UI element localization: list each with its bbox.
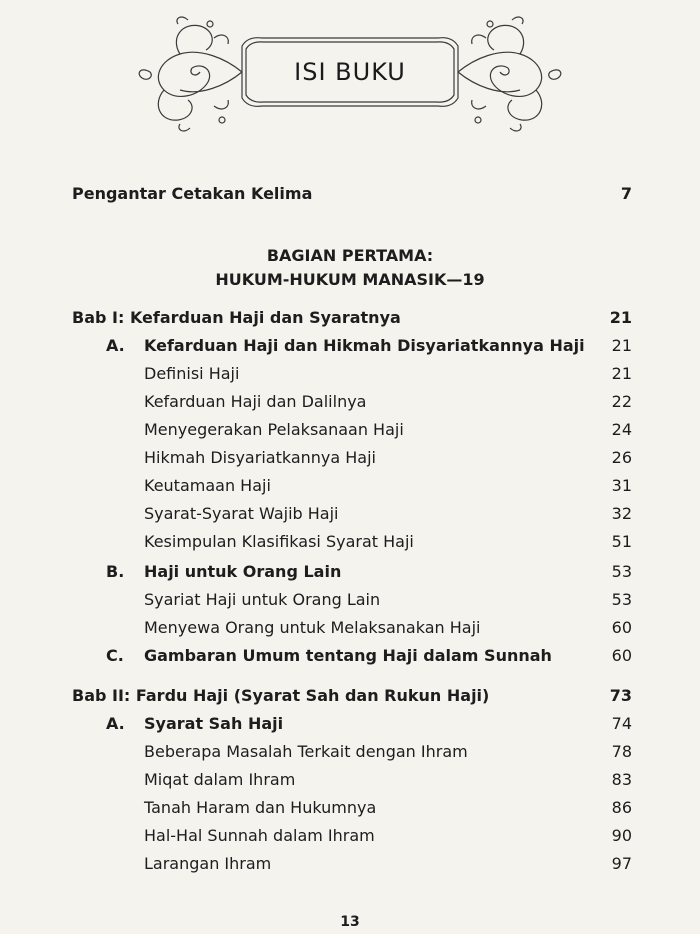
toc-item-page: 60 — [611, 618, 632, 637]
toc-section-marker: B. — [106, 562, 125, 581]
toc-item-page: 90 — [611, 826, 632, 845]
toc-item-label: Hal-Hal Sunnah dalam Ihram — [144, 826, 375, 845]
toc-entry-page: 7 — [620, 184, 632, 203]
toc-section-page: 60 — [611, 646, 632, 665]
toc-section-label: Kefarduan Haji dan Hikmah Disyariatkannya Haji — [144, 336, 585, 355]
toc-section-label: Gambaran Umum tentang Haji dalam Sunnah — [144, 646, 552, 665]
toc-item-page: 97 — [611, 854, 632, 873]
toc-chapter-bab1 — [0, 304, 700, 332]
toc-chapter-bab2 — [0, 682, 700, 710]
toc-item — [0, 614, 700, 642]
toc-section-marker: A. — [106, 336, 125, 355]
toc-entry-label: Pengantar Cetakan Kelima — [72, 184, 313, 203]
toc-item-page: 53 — [611, 590, 632, 609]
page-title: ISI BUKU — [294, 58, 406, 86]
toc-item-label: Beberapa Masalah Terkait dengan Ihram — [144, 742, 468, 761]
toc-section — [0, 642, 700, 670]
toc-section — [0, 558, 700, 586]
toc-item-page: 86 — [611, 798, 632, 817]
toc-item-label: Syarat-Syarat Wajib Haji — [144, 504, 339, 523]
toc-section-label: Syarat Sah Haji — [144, 714, 284, 733]
toc-item-label: Larangan Ihram — [144, 854, 272, 873]
toc-item-label: Kefarduan Haji dan Dalilnya — [144, 392, 367, 411]
toc-item-page: 21 — [611, 364, 632, 383]
toc-item-page: 78 — [611, 742, 632, 761]
toc-item-label: Menyewa Orang untuk Melaksanakan Haji — [144, 618, 481, 637]
toc-item-page: 31 — [611, 476, 632, 495]
toc-item-label: Miqat dalam Ihram — [144, 770, 296, 789]
toc-section — [0, 332, 700, 360]
toc-item-label: Hikmah Disyariatkannya Haji — [144, 448, 376, 467]
toc-item — [0, 738, 700, 766]
toc-item-page: 51 — [611, 532, 632, 551]
toc-section-page: 53 — [611, 562, 632, 581]
toc-item-page: 83 — [611, 770, 632, 789]
toc-item — [0, 850, 700, 878]
toc-section-marker: A. — [106, 714, 125, 733]
part-heading-line1: BAGIAN PERTAMA: — [266, 246, 434, 265]
toc-section-marker: C. — [106, 646, 124, 665]
toc-item-label: Syariat Haji untuk Orang Lain — [144, 590, 381, 609]
toc-section — [0, 710, 700, 738]
toc-chapter-label: Bab II: Fardu Haji (Syarat Sah dan Rukun Haji) — [72, 686, 490, 705]
part-heading-line2: HUKUM-HUKUM MANASIK—19 — [215, 270, 485, 289]
toc-item-label: Menyegerakan Pelaksanaan Haji — [144, 420, 404, 439]
toc-item — [0, 528, 700, 556]
page-number: 13 — [340, 914, 360, 930]
toc-section-label: Haji untuk Orang Lain — [144, 562, 342, 581]
toc-item — [0, 360, 700, 388]
toc-item-label: Kesimpulan Klasifikasi Syarat Haji — [144, 532, 414, 551]
toc-item — [0, 444, 700, 472]
toc-item — [0, 822, 700, 850]
toc-item — [0, 794, 700, 822]
toc-item — [0, 766, 700, 794]
toc-item-page: 26 — [611, 448, 632, 467]
toc-chapter-page: 73 — [609, 686, 632, 705]
toc-chapter-page: 21 — [609, 308, 632, 327]
toc-chapter-label: Bab I: Kefarduan Haji dan Syaratnya — [72, 308, 401, 327]
toc-item-label: Tanah Haram dan Hukumnya — [144, 798, 377, 817]
toc-item — [0, 388, 700, 416]
toc-item — [0, 586, 700, 614]
toc-item-page: 32 — [611, 504, 632, 523]
toc-item — [0, 472, 700, 500]
toc-item — [0, 500, 700, 528]
toc-item — [0, 416, 700, 444]
toc-item-label: Definisi Haji — [144, 364, 240, 383]
toc-item-page: 22 — [611, 392, 632, 411]
toc-item-page: 24 — [611, 420, 632, 439]
toc-section-page: 21 — [611, 336, 632, 355]
toc-entry-intro — [0, 180, 700, 208]
toc-item-label: Keutamaan Haji — [144, 476, 271, 495]
toc-section-page: 74 — [611, 714, 632, 733]
